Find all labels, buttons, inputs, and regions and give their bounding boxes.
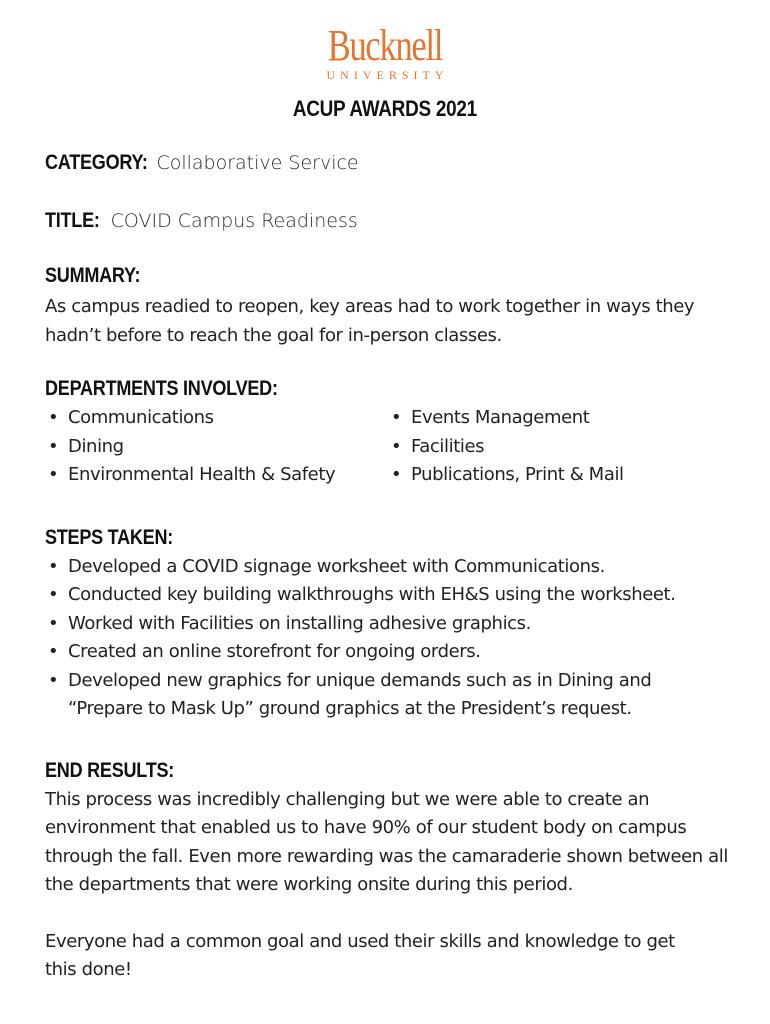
results-paragraph: Everyone had a common goal and used their skills and knowledge to get this done! [45, 930, 675, 980]
department-name: Dining [68, 435, 124, 457]
title-label: TITLE: [45, 209, 100, 232]
departments-list [45, 404, 735, 490]
results-heading [45, 757, 735, 786]
list-item [45, 610, 725, 639]
summary-label: SUMMARY: [45, 264, 141, 287]
steps-heading [45, 524, 735, 553]
department-name: Environmental Health & Safety [68, 464, 336, 485]
bucknell-logo [0, 22, 770, 82]
list-item [45, 638, 725, 667]
list-item [388, 404, 735, 433]
document-title: ACUP AWARDS 2021 [292, 96, 477, 121]
list-item [45, 667, 725, 724]
category-row [45, 150, 735, 176]
title-row [45, 208, 735, 234]
logo-wordmark: Bucknell [327, 21, 443, 70]
category-label: CATEGORY: [45, 151, 148, 174]
step-text: Developed a COVID signage worksheet with Communications. [68, 555, 605, 577]
results-label: END RESULTS: [45, 758, 175, 782]
list-item [45, 461, 388, 490]
bullet-icon: • [391, 407, 402, 428]
department-name: Publications, Print & Mail [411, 464, 624, 485]
list-item [45, 404, 388, 433]
bullet-icon: • [48, 464, 59, 485]
step-text: Created an online storefront for ongoing orders. [68, 641, 481, 662]
departments-left-column [45, 404, 388, 490]
category-value: Collaborative Service [156, 152, 359, 174]
list-item [388, 461, 735, 490]
bullet-icon: • [48, 435, 59, 457]
bullet-icon: • [391, 435, 402, 457]
list-item [45, 433, 388, 462]
departments-label: DEPARTMENTS INVOLVED: [45, 377, 278, 400]
document-body [45, 150, 735, 985]
department-name: Facilities [411, 435, 485, 457]
bullet-icon: • [391, 464, 402, 485]
step-text: Developed new graphics for unique demands such as in Dining and “Prepare to Mask Up” ground graphics at the President’s request. [68, 669, 652, 719]
step-text: Worked with Facilities on installing adhesive graphics. [68, 612, 531, 634]
list-item [388, 433, 735, 462]
department-name: Events Management [411, 407, 590, 428]
departments-right-column [388, 404, 735, 490]
bullet-icon: • [48, 407, 59, 428]
steps-list [45, 553, 725, 724]
summary-text: As campus readied to reopen, key areas had to work together in ways they hadn’t before to reach the goal for in-person classes. [45, 296, 695, 346]
department-name: Communications [68, 407, 214, 428]
list-item [45, 553, 725, 582]
bullet-icon: • [48, 612, 59, 634]
bullet-icon: • [48, 584, 59, 605]
bullet-icon: • [48, 641, 59, 662]
bullet-icon: • [48, 555, 59, 577]
bullet-icon: • [48, 669, 59, 691]
step-text: Conducted key building walkthroughs with EH&S using the worksheet. [68, 584, 676, 605]
summary-heading [45, 262, 735, 291]
logo-subword: UNIVERSITY [326, 68, 449, 82]
list-item [45, 581, 725, 610]
results-paragraph: This process was incredibly challenging but we were able to create an environment that enabled us to have 90% of our student body on campus through the fall. Even more rewarding was the camaraderie shown between all the departments that were working onsite during this period. [45, 788, 728, 895]
departments-heading [45, 375, 735, 404]
steps-label: STEPS TAKEN: [45, 525, 174, 549]
title-value: COVID Campus Readiness [110, 210, 358, 232]
